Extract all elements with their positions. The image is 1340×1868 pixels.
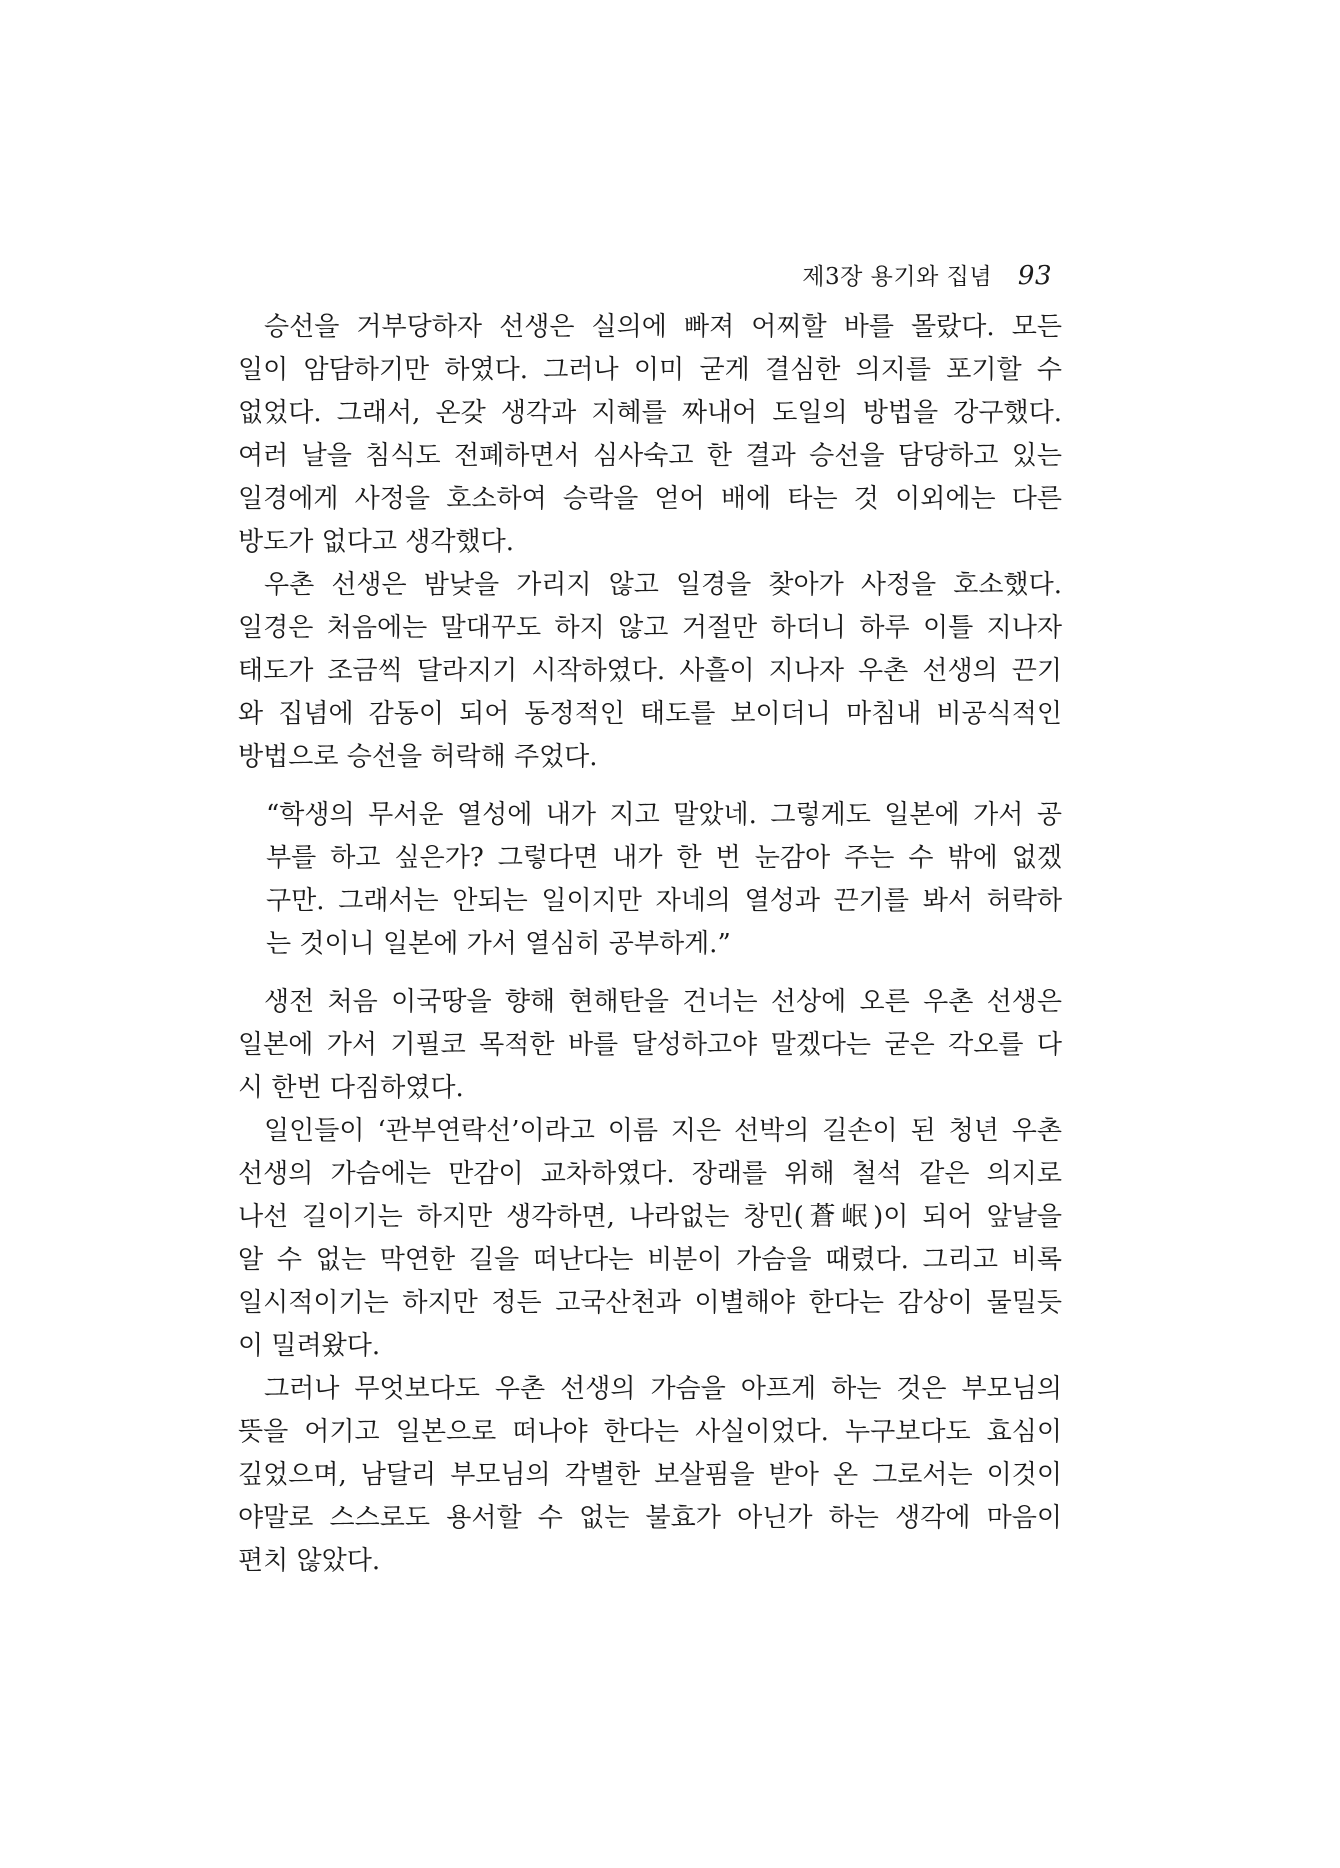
text-line: 우촌 선생은 밤낮을 가리지 않고 일경을 찾아가 사정을 호소했다. [264, 570, 1062, 600]
text-line: 뜻을 어기고 일본으로 떠나야 한다는 사실이었다. 누구보다도 효심이 [238, 1417, 1062, 1447]
text-line: 방법으로 승선을 허락해 주었다. [238, 742, 598, 772]
text-line: 알 수 없는 막연한 길을 떠난다는 비분이 가슴을 때렸다. 그리고 비록 [238, 1245, 1062, 1275]
text-line: 태도가 조금씩 달라지기 시작하였다. 사흘이 지나자 우촌 선생의 끈기 [238, 656, 1062, 686]
page-number: 93 [1017, 261, 1052, 291]
text-line: 편치 않았다. [238, 1546, 381, 1576]
text-line: 야말로 스스로도 용서할 수 없는 불효가 아닌가 하는 생각에 마음이 [238, 1503, 1062, 1533]
chapter-title: 제3장 용기와 집념 [802, 264, 993, 290]
paragraph-3 [238, 981, 1062, 1110]
text-line: 생전 처음 이국땅을 향해 현해탄을 건너는 선상에 오른 우촌 선생은 [264, 987, 1062, 1017]
text-line: 일경은 처음에는 말대꾸도 하지 않고 거절만 하더니 하루 이틀 지나자 [238, 613, 1062, 643]
text-line: 승선을 거부당하자 선생은 실의에 빠져 어찌할 바를 몰랐다. 모든 [264, 312, 1062, 342]
body-text [238, 306, 1062, 1583]
text-line: 이 밀려왔다. [238, 1331, 381, 1361]
quote-line: “학생의 무서운 열성에 내가 지고 말았네. 그렇게도 일본에 가서 공 [266, 800, 1062, 830]
text-line: 일인들이 ‘관부연락선’이라고 이름 지은 선박의 길손이 된 청년 우촌 [264, 1116, 1062, 1146]
quotation-block [238, 794, 1062, 966]
text-line: 없었다. 그래서, 온갖 생각과 지혜를 짜내어 도일의 방법을 강구했다. [238, 398, 1062, 428]
text-line: 일경에게 사정을 호소하여 승락을 얻어 배에 타는 것 이외에는 다른 [238, 484, 1062, 514]
paragraph-1 [238, 306, 1062, 564]
text-line: 일본에 가서 기필코 목적한 바를 달성하고야 말겠다는 굳은 각오를 다 [238, 1030, 1062, 1060]
quote-line: 부를 하고 싶은가? 그렇다면 내가 한 번 눈감아 주는 수 밖에 없겠 [266, 843, 1062, 873]
paragraph-4 [238, 1110, 1062, 1368]
text-line: 여러 날을 침식도 전폐하면서 심사숙고 한 결과 승선을 담당하고 있는 [238, 441, 1062, 471]
text-line: 방도가 없다고 생각했다. [238, 527, 514, 557]
text-line: 일시적이기는 하지만 정든 고국산천과 이별해야 한다는 감상이 물밀듯 [238, 1288, 1062, 1318]
text-line: 나선 길이기는 하지만 생각하면, 나라없는 창민(蒼岷)이 되어 앞날을 [238, 1202, 1062, 1232]
text-line: 시 한번 다짐하였다. [238, 1073, 464, 1103]
running-header [802, 258, 1052, 291]
text-line: 그러나 무엇보다도 우촌 선생의 가슴을 아프게 하는 것은 부모님의 [264, 1374, 1062, 1404]
quote-line: 는 것이니 일본에 가서 열심히 공부하게.” [266, 929, 731, 959]
text-line: 선생의 가슴에는 만감이 교차하였다. 장래를 위해 철석 같은 의지로 [238, 1159, 1062, 1189]
text-line: 와 집념에 감동이 되어 동정적인 태도를 보이더니 마침내 비공식적인 [238, 699, 1062, 729]
paragraph-5 [238, 1368, 1062, 1583]
text-line: 깊었으며, 남달리 부모님의 각별한 보살핌을 받아 온 그로서는 이것이 [238, 1460, 1062, 1490]
paragraph-2 [238, 564, 1062, 779]
quote-line: 구만. 그래서는 안되는 일이지만 자네의 열성과 끈기를 봐서 허락하 [266, 886, 1062, 916]
text-line: 일이 암담하기만 하였다. 그러나 이미 굳게 결심한 의지를 포기할 수 [238, 355, 1062, 385]
